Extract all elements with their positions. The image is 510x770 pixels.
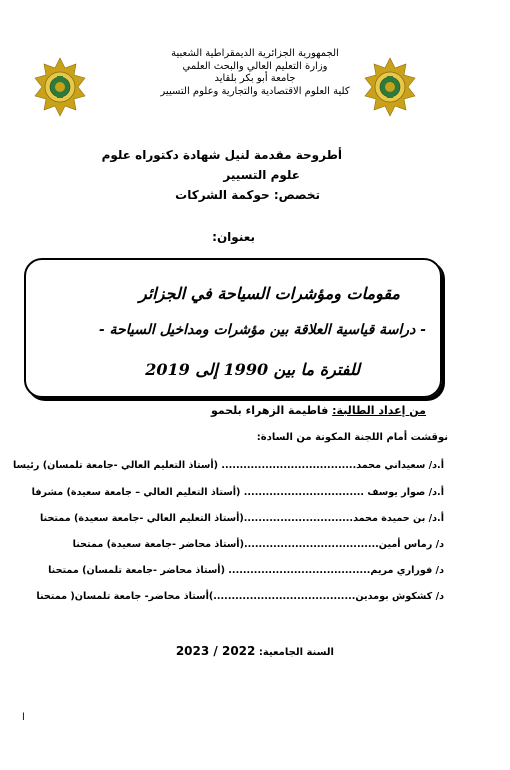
title-line-2: - دراسة قياسية العلاقة بين مؤشرات ومداخيل السياحة - xyxy=(98,322,426,338)
header-line-republic: الجمهورية الجزائرية الديمقراطية الشعبية xyxy=(171,48,339,59)
author xyxy=(211,404,426,417)
header-line-faculty: كلية العلوم الاقتصادية والتجارية وعلوم التسيير xyxy=(160,85,350,97)
title-label: بعنوان: xyxy=(212,230,255,244)
university-emblem-icon xyxy=(30,56,90,118)
header-line-university: جامعة أبو بكر بلقايد xyxy=(214,73,296,84)
author-name: فاطيمة الزهراء بلحمو xyxy=(210,404,329,417)
committee-member-2: أ.د/ صوار يوسف ................................. (أستاذ التعليم العالي – جامعة سعيدة) مشرفا xyxy=(31,487,444,498)
thesis-degree: أطروحة مقدمة لنيل شهادة دكتوراه علوم xyxy=(101,148,342,162)
title-line-1: مقومات ومؤشرات السياحة في الجزائر xyxy=(139,284,400,303)
thesis-specialization: تخصص: حوكمة الشركات xyxy=(175,188,320,202)
institution-header xyxy=(150,48,360,98)
academic-year-label: السنة الجامعية: xyxy=(258,647,334,658)
header-line-ministry: وزارة التعليم العالي والبحث العلمي xyxy=(182,60,328,72)
title-line-3: للفترة ما بين 1990 إلى 2019 xyxy=(145,360,360,379)
committee-member-6: د/ كشكوش بومدين.......................................)أستاذ محاضر- جامعة تلمسان( ممتحنا xyxy=(36,591,444,602)
thesis-field: علوم التسيير xyxy=(223,168,300,182)
committee-member-4: د/ رماس أمين.....................................(أستاذ محاضر -جامعة سعيدة) ممتحنا xyxy=(72,539,444,550)
academic-year-value: 2022 / 2023 xyxy=(175,644,256,658)
committee-member-1: أ.د/ سعيداني محمد..................................... (أستاذ التعليم العالي -جامعة تلمسان) رئيسا xyxy=(13,460,444,471)
title-box xyxy=(24,258,442,398)
committee-member-5: د/ فوراري مريم....................................... (أستاذ محاضر -جامعة تلمسان) ممتحنا xyxy=(48,565,444,576)
committee-member-3: أ.د/ بن حميدة محمد..............................(أستاذ التعليم العالي -جامعة سعيدة) ممتحنا xyxy=(39,513,444,524)
footer-mark: ا xyxy=(22,712,25,723)
university-emblem-icon xyxy=(360,56,420,118)
committee-heading: نوقشت أمام اللجنة المكونة من السادة: xyxy=(256,432,448,443)
author-label: من إعداد الطالبة: xyxy=(332,404,426,417)
academic-year xyxy=(176,644,334,658)
